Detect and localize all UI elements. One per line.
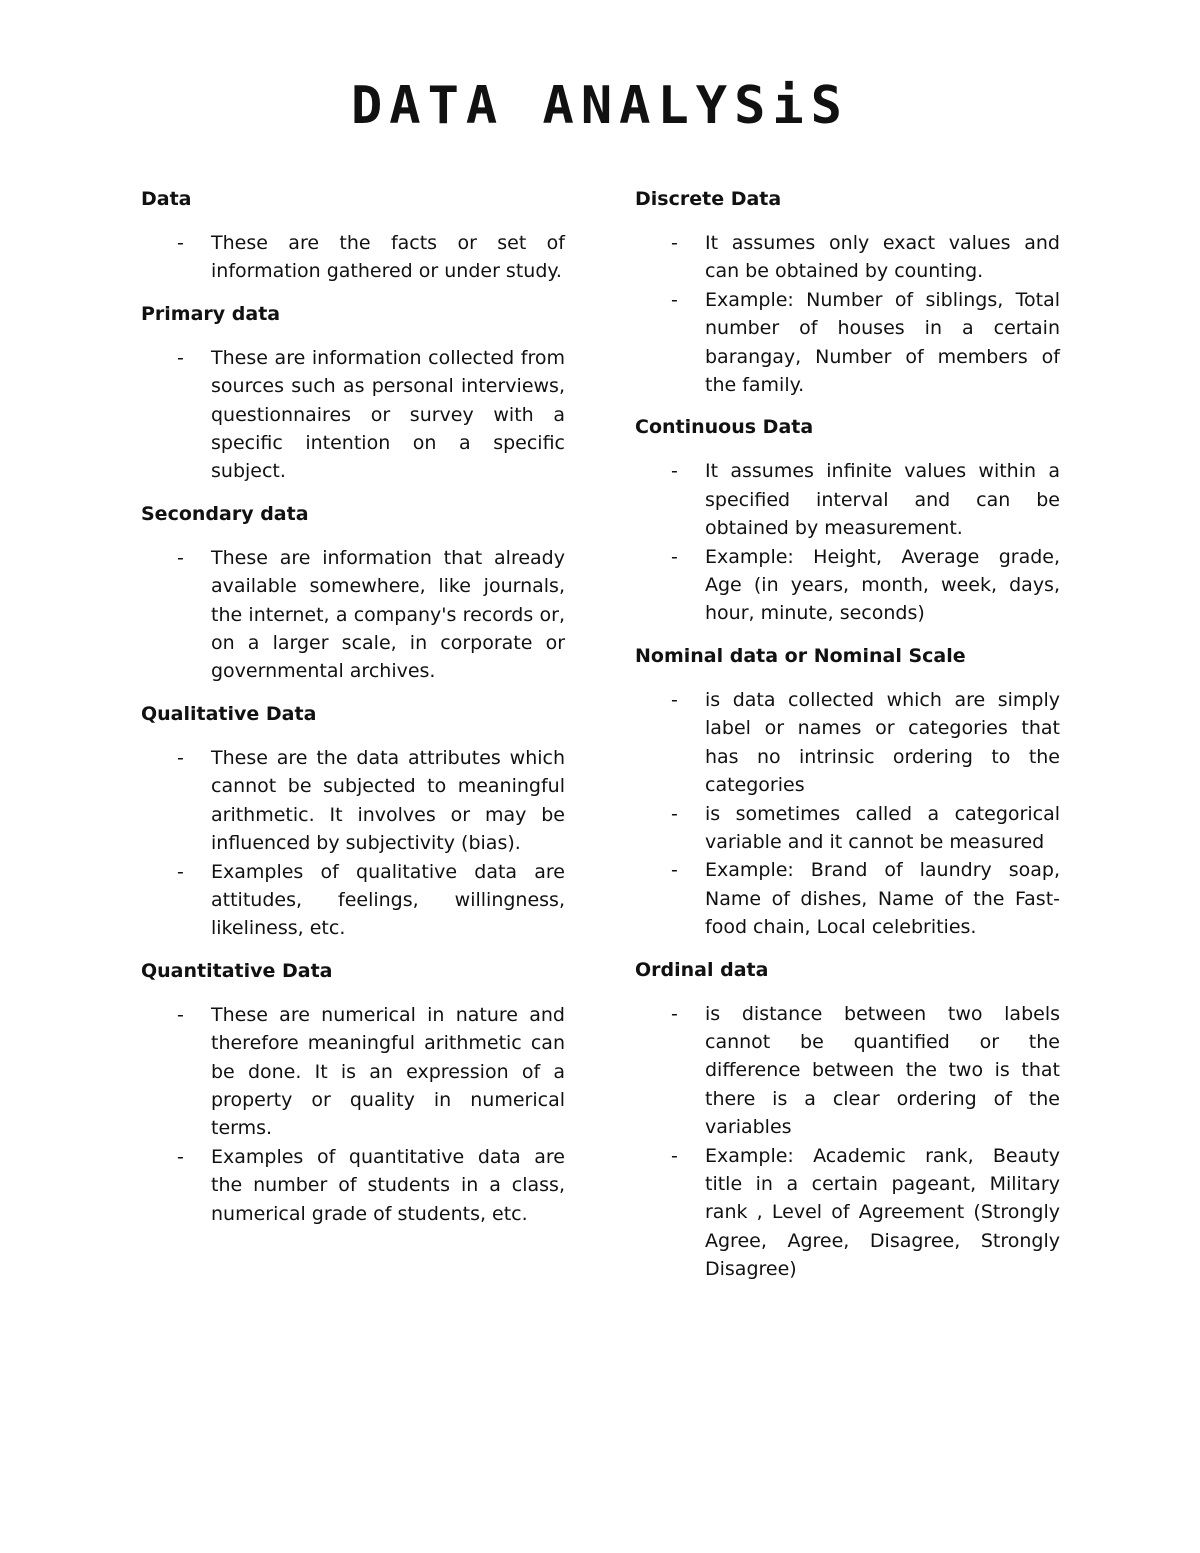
list-item	[141, 1143, 565, 1228]
bullet-dash: -	[671, 859, 678, 882]
bullet-dash: -	[671, 688, 678, 711]
bullet-list	[635, 1000, 1060, 1284]
right-column	[635, 185, 1060, 1298]
section-heading: Data	[141, 188, 192, 210]
bullet-list	[635, 686, 1060, 942]
list-item	[635, 686, 1060, 800]
list-item-text: It assumes infinite values within a specified interval and can be obtained by measurement.	[705, 460, 1060, 540]
section-secondary-data	[141, 500, 565, 686]
list-item-text: is sometimes called a categorical variable and it cannot be measured	[705, 802, 1060, 853]
section-quantitative-data	[141, 957, 565, 1228]
bullet-dash: -	[671, 460, 678, 483]
bullet-dash: -	[177, 232, 184, 254]
bullet-dash: -	[671, 802, 678, 825]
bullet-list	[635, 229, 1060, 399]
section-qualitative-data	[141, 700, 565, 943]
list-item	[141, 229, 565, 286]
left-column	[141, 185, 565, 1242]
section-heading: Ordinal data	[635, 958, 769, 981]
bullet-dash: -	[671, 545, 678, 568]
page-title: DATA ANALYSiS	[351, 76, 849, 136]
list-item-text: Examples of qualitative data are attitudes, feelings, willingness, likeliness, etc.	[211, 860, 565, 940]
list-item	[635, 229, 1060, 286]
list-item	[635, 1142, 1060, 1284]
bullet-dash: -	[177, 546, 184, 569]
section-discrete-data	[635, 185, 1060, 399]
section-heading: Continuous Data	[635, 416, 814, 439]
list-item	[141, 344, 565, 486]
list-item-text: Example: Number of siblings, Total number of houses in a certain barangay, Number of members of the family.	[705, 288, 1060, 397]
bullet-dash: -	[177, 860, 184, 883]
section-continuous-data	[635, 413, 1060, 627]
list-item-text: These are numerical in nature and therefore meaningful arithmetic can be done. It is an expression of a property or quality in numerical terms.	[211, 1003, 565, 1140]
bullet-dash: -	[671, 1144, 678, 1167]
list-item-text: These are the facts or set of information gathered or under study.	[211, 232, 565, 283]
list-item	[635, 543, 1060, 628]
section-ordinal-data	[635, 956, 1060, 1284]
list-item	[141, 744, 565, 858]
bullet-list	[141, 544, 565, 686]
bullet-dash: -	[671, 288, 678, 311]
bullet-dash: -	[177, 1145, 184, 1168]
section-heading: Qualitative Data	[141, 702, 317, 725]
bullet-dash: -	[177, 346, 184, 369]
section-heading: Nominal data or Nominal Scale	[635, 644, 966, 667]
bullet-dash: -	[177, 1003, 184, 1026]
bullet-list	[635, 457, 1060, 627]
list-item	[635, 286, 1060, 400]
section-heading: Quantitative Data	[141, 959, 333, 982]
list-item-text: These are information that already available somewhere, like journals, the internet, a company's records or, on a larger scale, in corporate or governmental archives.	[211, 546, 565, 683]
list-item-text: These are information collected from sources such as personal interviews, questionnaires or survey with a specific intention on a specific subject.	[211, 346, 565, 483]
list-item	[635, 1000, 1060, 1142]
bullet-dash: -	[177, 746, 184, 769]
bullet-list	[141, 744, 565, 943]
list-item-text: Example: Brand of laundry soap, Name of dishes, Name of the Fast-food chain, Local celebrities.	[705, 859, 1060, 939]
list-item	[635, 856, 1060, 941]
section-heading: Discrete Data	[635, 188, 782, 210]
bullet-list	[141, 1001, 565, 1228]
list-item	[635, 457, 1060, 542]
list-item	[635, 800, 1060, 857]
list-item	[141, 858, 565, 943]
list-item-text: These are the data attributes which cannot be subjected to meaningful arithmetic. It involves or may be influenced by subjectivity (bias).	[211, 746, 565, 855]
list-item-text: Example: Academic rank, Beauty title in a certain pageant, Military rank , Level of Agreement (Strongly Agree, Agree, Disagree, Strongly Disagree)	[705, 1144, 1060, 1281]
section-nominal-data	[635, 642, 1060, 942]
list-item-text: is distance between two labels cannot be quantified or the difference between the two is that there is a clear ordering of the variables	[705, 1002, 1060, 1139]
section-heading: Secondary data	[141, 502, 309, 525]
list-item-text: is data collected which are simply label or names or categories that has no intrinsic ordering to the categories	[705, 688, 1060, 797]
list-item-text: Examples of quantitative data are the number of students in a class, numerical grade of students, etc.	[211, 1145, 565, 1225]
section-data	[141, 185, 565, 286]
bullet-list	[141, 229, 565, 286]
bullet-dash: -	[671, 232, 678, 254]
section-primary-data	[141, 300, 565, 486]
list-item-text: Example: Height, Average grade, Age (in years, month, week, days, hour, minute, seconds)	[705, 545, 1060, 625]
section-heading: Primary data	[141, 302, 281, 325]
bullet-dash: -	[671, 1002, 678, 1025]
bullet-list	[141, 344, 565, 486]
list-item	[141, 1001, 565, 1143]
list-item	[141, 544, 565, 686]
list-item-text: It assumes only exact values and can be obtained by counting.	[705, 232, 1060, 283]
